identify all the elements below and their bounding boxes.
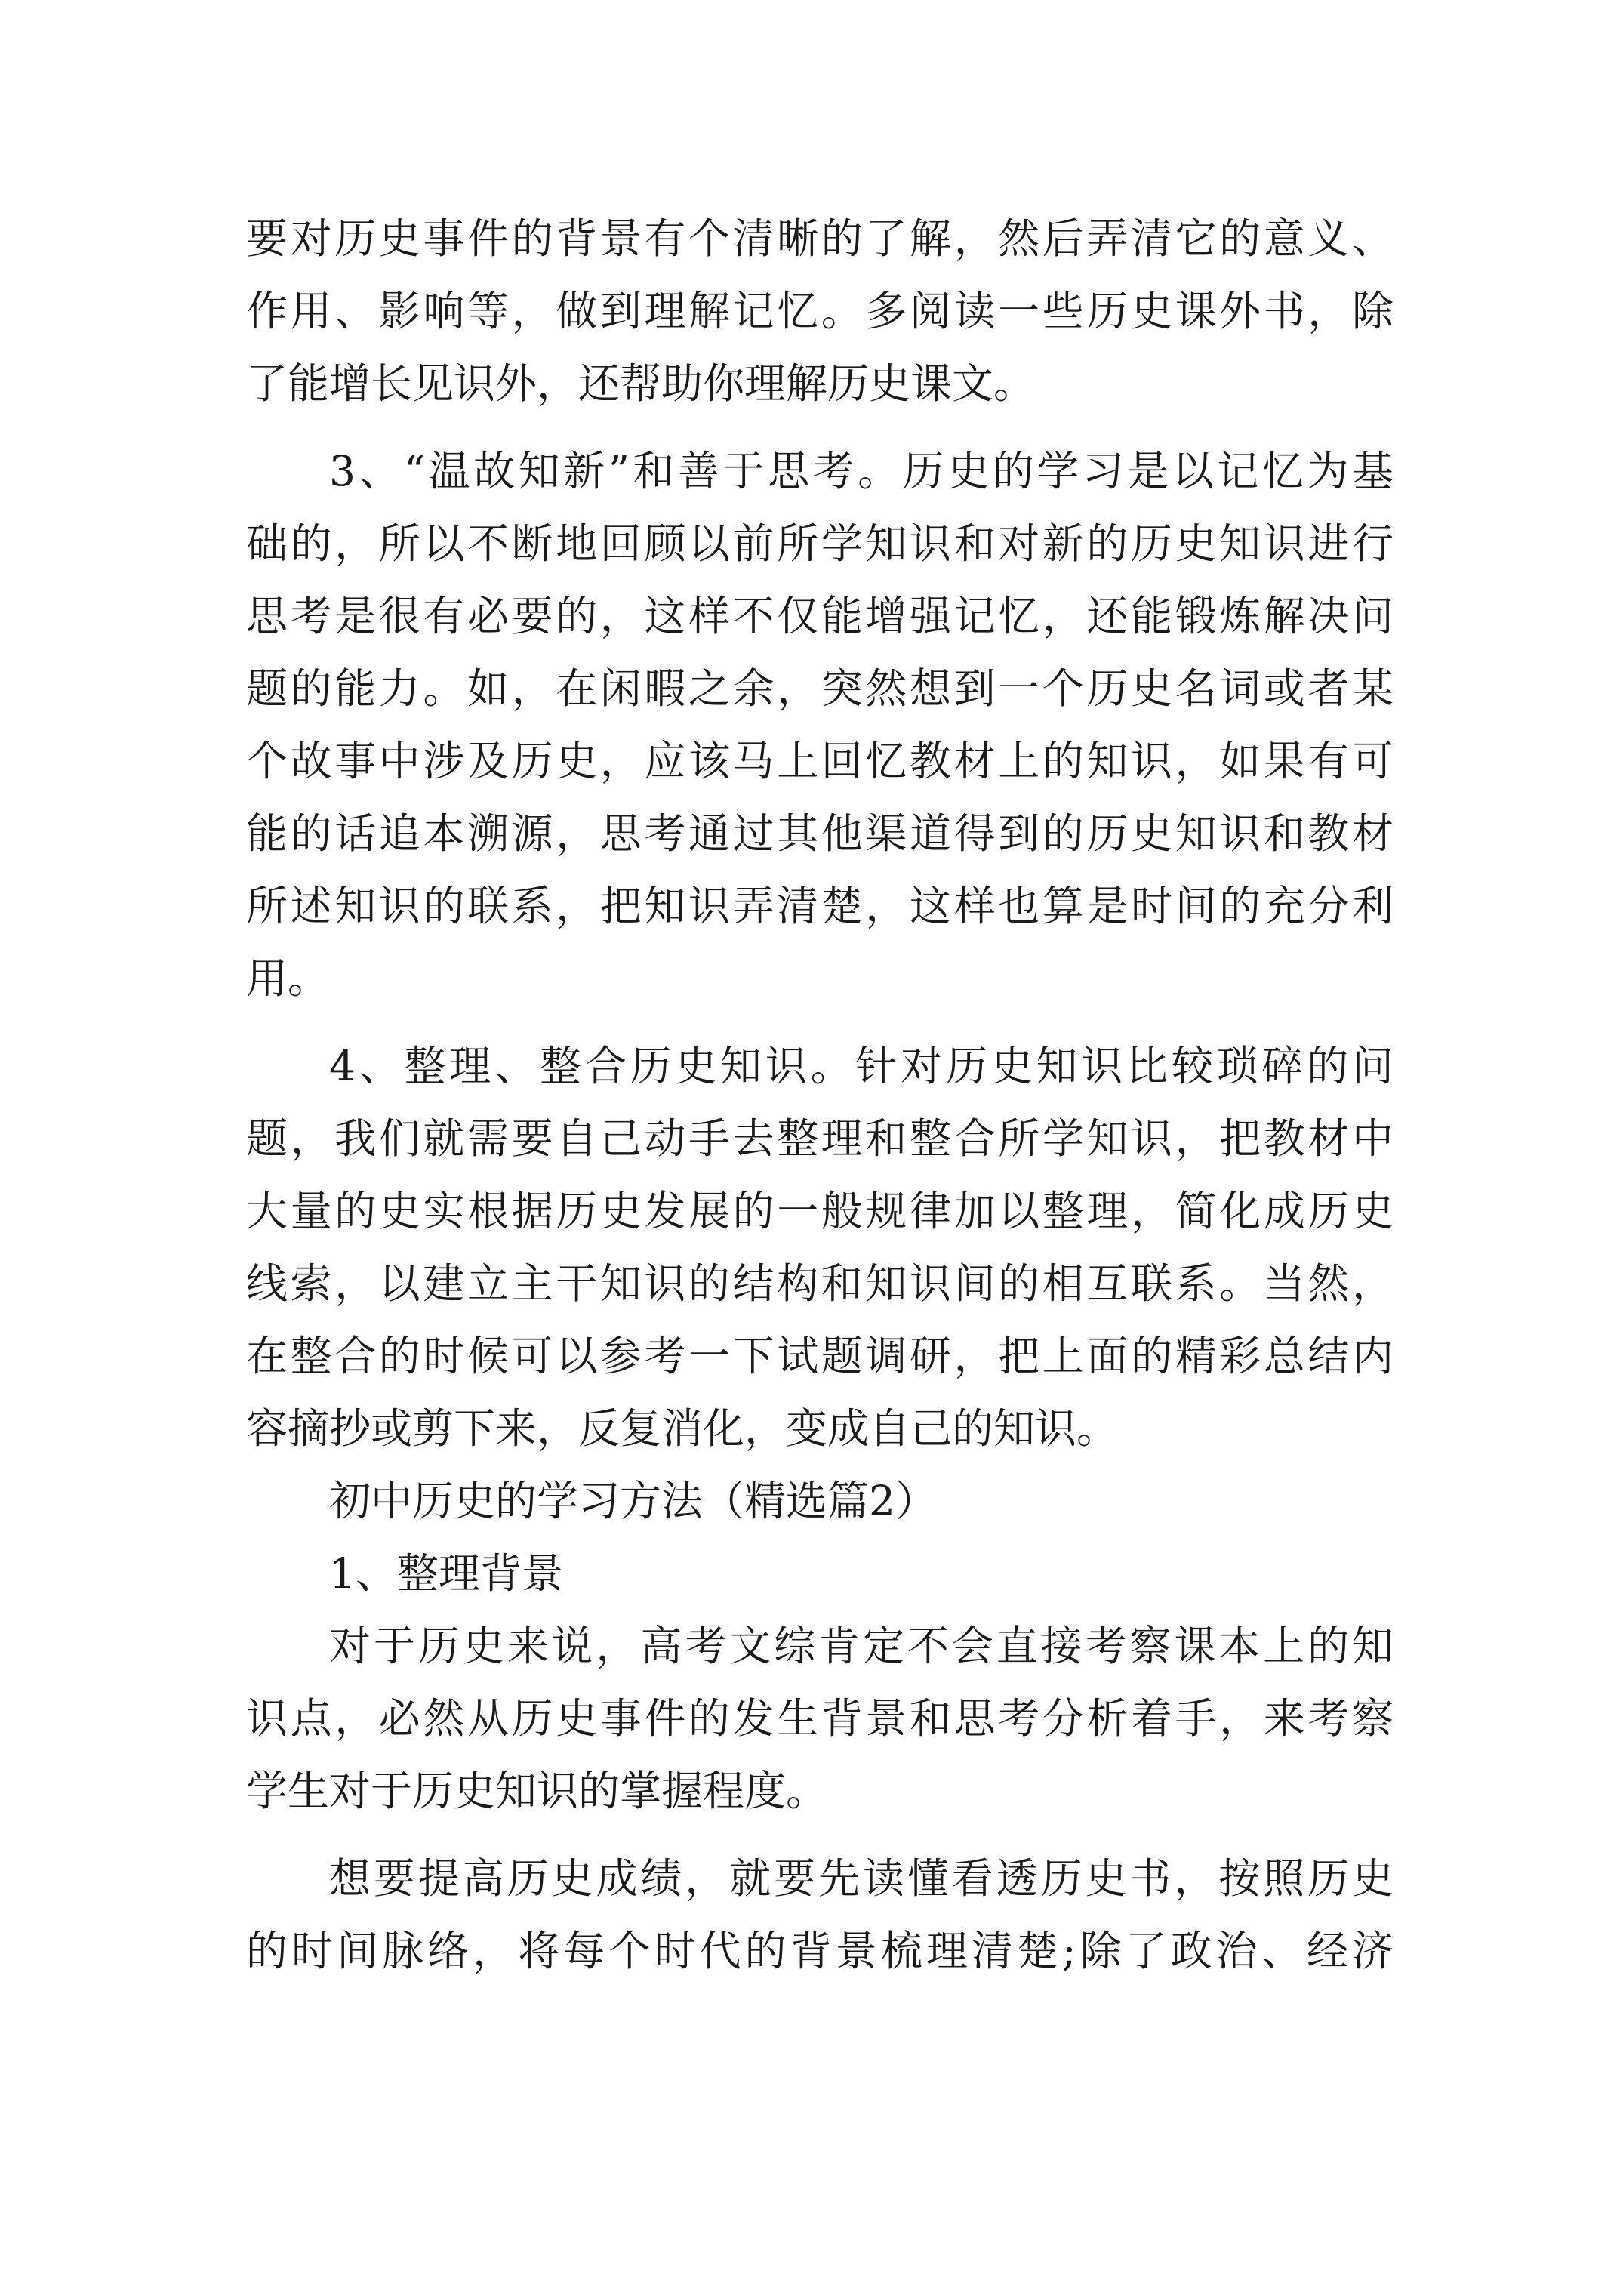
text-line: 作用、影响等，做到理解记忆。多阅读一些历史课外书，除 xyxy=(246,287,1394,335)
text-line: 1、整理背景 xyxy=(329,1549,563,1598)
text-line: 础的，所以不断地回顾以前所学知识和对新的历史知识进行 xyxy=(246,519,1394,568)
paragraph xyxy=(246,1030,1394,1465)
paragraph xyxy=(246,1842,1394,1987)
text-line: 3、“温故知新”和善于思考。历史的学习是以记忆为基 xyxy=(329,447,1394,495)
text-line: 所述知识的联系，把知识弄清楚，这样也算是时间的充分利 xyxy=(246,882,1394,930)
text-line: 识点，必然从历史事件的发生背景和思考分析着手，来考察 xyxy=(246,1694,1394,1743)
text-line: 了能增长见识外，还帮助你理解历史课文。 xyxy=(246,359,1036,408)
text-line: 思考是很有必要的，这样不仅能增强记忆，还能锻炼解决问 xyxy=(246,592,1394,640)
text-line: 用。 xyxy=(246,954,330,1003)
text-line: 题的能力。如，在闲暇之余，突然想到一个历史名词或者某 xyxy=(246,664,1394,713)
text-line: 4、整理、整合历史知识。针对历史知识比较琐碎的问 xyxy=(329,1042,1394,1090)
text-line: 要对历史事件的背景有个清晰的了解，然后弄清它的意义、 xyxy=(246,214,1394,263)
text-line: 初中历史的学习方法（精选篇2） xyxy=(329,1477,937,1525)
text-line: 题，我们就需要自己动手去整理和整合所学知识，把教材中 xyxy=(246,1114,1394,1163)
section-heading xyxy=(246,1465,1394,1537)
text-line: 个故事中涉及历史，应该马上回忆教材上的知识，如果有可 xyxy=(246,737,1394,785)
paragraph xyxy=(246,1610,1394,1827)
paragraph xyxy=(246,202,1394,420)
paragraph xyxy=(246,435,1394,1015)
text-line: 对于历史来说，高考文综肯定不会直接考察课本上的知 xyxy=(329,1622,1394,1670)
text-line: 能的话追本溯源，思考通过其他渠道得到的历史知识和教材 xyxy=(246,809,1394,858)
text-line: 学生对于历史知识的掌握程度。 xyxy=(246,1767,828,1815)
text-line: 想要提高历史成绩，就要先读懂看透历史书，按照历史 xyxy=(329,1854,1394,1903)
body-text xyxy=(246,202,1394,1987)
text-line: 容摘抄或剪下来，反复消化，变成自己的知识。 xyxy=(246,1404,1119,1453)
text-line: 大量的史实根据历史发展的一般规律加以整理，简化成历史 xyxy=(246,1187,1394,1235)
text-line: 线索，以建立主干知识的结构和知识间的相互联系。当然， xyxy=(246,1259,1394,1308)
text-line: 在整合的时候可以参考一下试题调研，把上面的精彩总结内 xyxy=(246,1332,1394,1380)
subheading xyxy=(246,1537,1394,1610)
text-line: 的时间脉络，将每个时代的背景梳理清楚;除了政治、经济 xyxy=(246,1927,1394,1975)
